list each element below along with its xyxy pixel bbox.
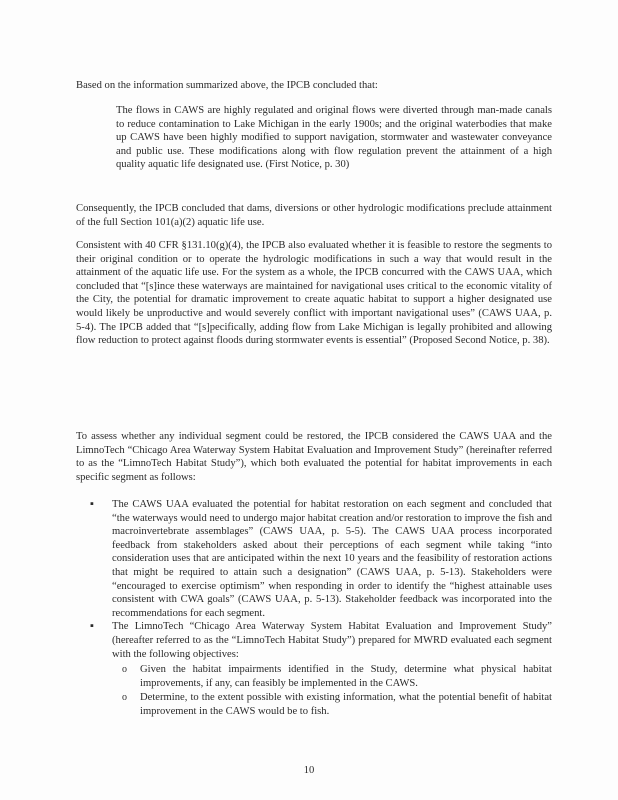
sub-bullet-text: Determine, to the extent possible with existing information, what the potential benefit of habitat improvement in the CAWS would be to fish.: [140, 692, 552, 717]
bullet-item-limnotech: [76, 620, 552, 718]
paragraph-consequently: Consequently, the IPCB concluded that dams, diversions or other hydrologic modifications preclude attainment of the full Section 101(a)(2) aquatic life use.: [76, 203, 552, 228]
bullet-list: [76, 498, 552, 720]
sub-bullet-list: [112, 663, 552, 718]
bullet-text: The LimnoTech “Chicago Area Waterway System Habitat Evaluation and Improvement Study” (hereafter referred to as the “LimnoTech Habitat Study”) prepared for MWRD evaluated each segment with the following objectives:: [112, 621, 552, 660]
sub-bullet-item: [112, 663, 552, 690]
paragraph-assess: To assess whether any individual segment could be restored, the IPCB considered the CAWS UAA and the LimnoTech “Chicago Area Waterway System Habitat Evaluation and Improvement Study” (hereinafter referred to as the “LimnoTech Habitat Study”), which both evaluated the potential for habitat improvements in each specific segment as follows:: [76, 431, 552, 483]
bullet-text: The CAWS UAA evaluated the potential for habitat restoration on each segment and concluded that “the waterways would need to undergo major habitat creation and/or restoration to improve the fish and macroinvertebrate assemblages” (CAWS UAA, p. 5-5). The CAWS UAA process incorporated feedback from stakeholders asked about their perceptions of each segment while taking “into consideration uses that are anticipated within the next 10 years and the feasibility of restoration actions that might be required to attain such a designation” (CAWS UAA, p. 5-13). Stakeholders were “encouraged to exercise optimism” when responding in order to identify the “highest attainable uses consistent with CWA goals” (CAWS UAA, p. 5-13). Stakeholder feedback was incorporated into the recommendations for each segment.: [112, 499, 552, 619]
page-number: 10: [303, 765, 315, 776]
intro-paragraph: Based on the information summarized above, the IPCB concluded that:: [76, 80, 378, 91]
sub-bullet-item: [112, 691, 552, 718]
paragraph-consistent: Consistent with 40 CFR §131.10(g)(4), the IPCB also evaluated whether it is feasible to restore the segments to their original condition or to operate the hydrologic modifications in such a way that would result in the attainment of the aquatic life use. For the system as a whole, the IPCB concurred with the CAWS UAA, which concluded that “[s]ince these waterways are maintained for navigational uses critical to the economic vitality of the City, the potential for dramatic improvement to create aquatic habitat to support a higher designated use would likely be unproductive and would severely conflict with important navigational uses” (CAWS UAA, p. 5-4). The IPCB added that “[s]pecifically, adding flow from Lake Michigan is legally prohibited and allowing flow reduction to protect against floods during stormwater events is essential” (Proposed Second Notice, p. 38).: [76, 240, 552, 347]
block-quote: The flows in CAWS are highly regulated and original flows were diverted through man-made canals to reduce contamination to Lake Michigan in the early 1900s; and the original waterbodies that make up CAWS have been highly modified to support navigation, stormwater and wastewater conveyance and public use. These modifications along with flow regulation prevent the attainment of a high quality aquatic life designated use. (First Notice, p. 30): [116, 105, 552, 171]
bullet-item-caws-uaa: [76, 498, 552, 620]
sub-bullet-text: Given the habitat impairments identified in the Study, determine what physical habitat improvements, if any, can feasibly be implemented in the CAWS.: [140, 664, 552, 689]
